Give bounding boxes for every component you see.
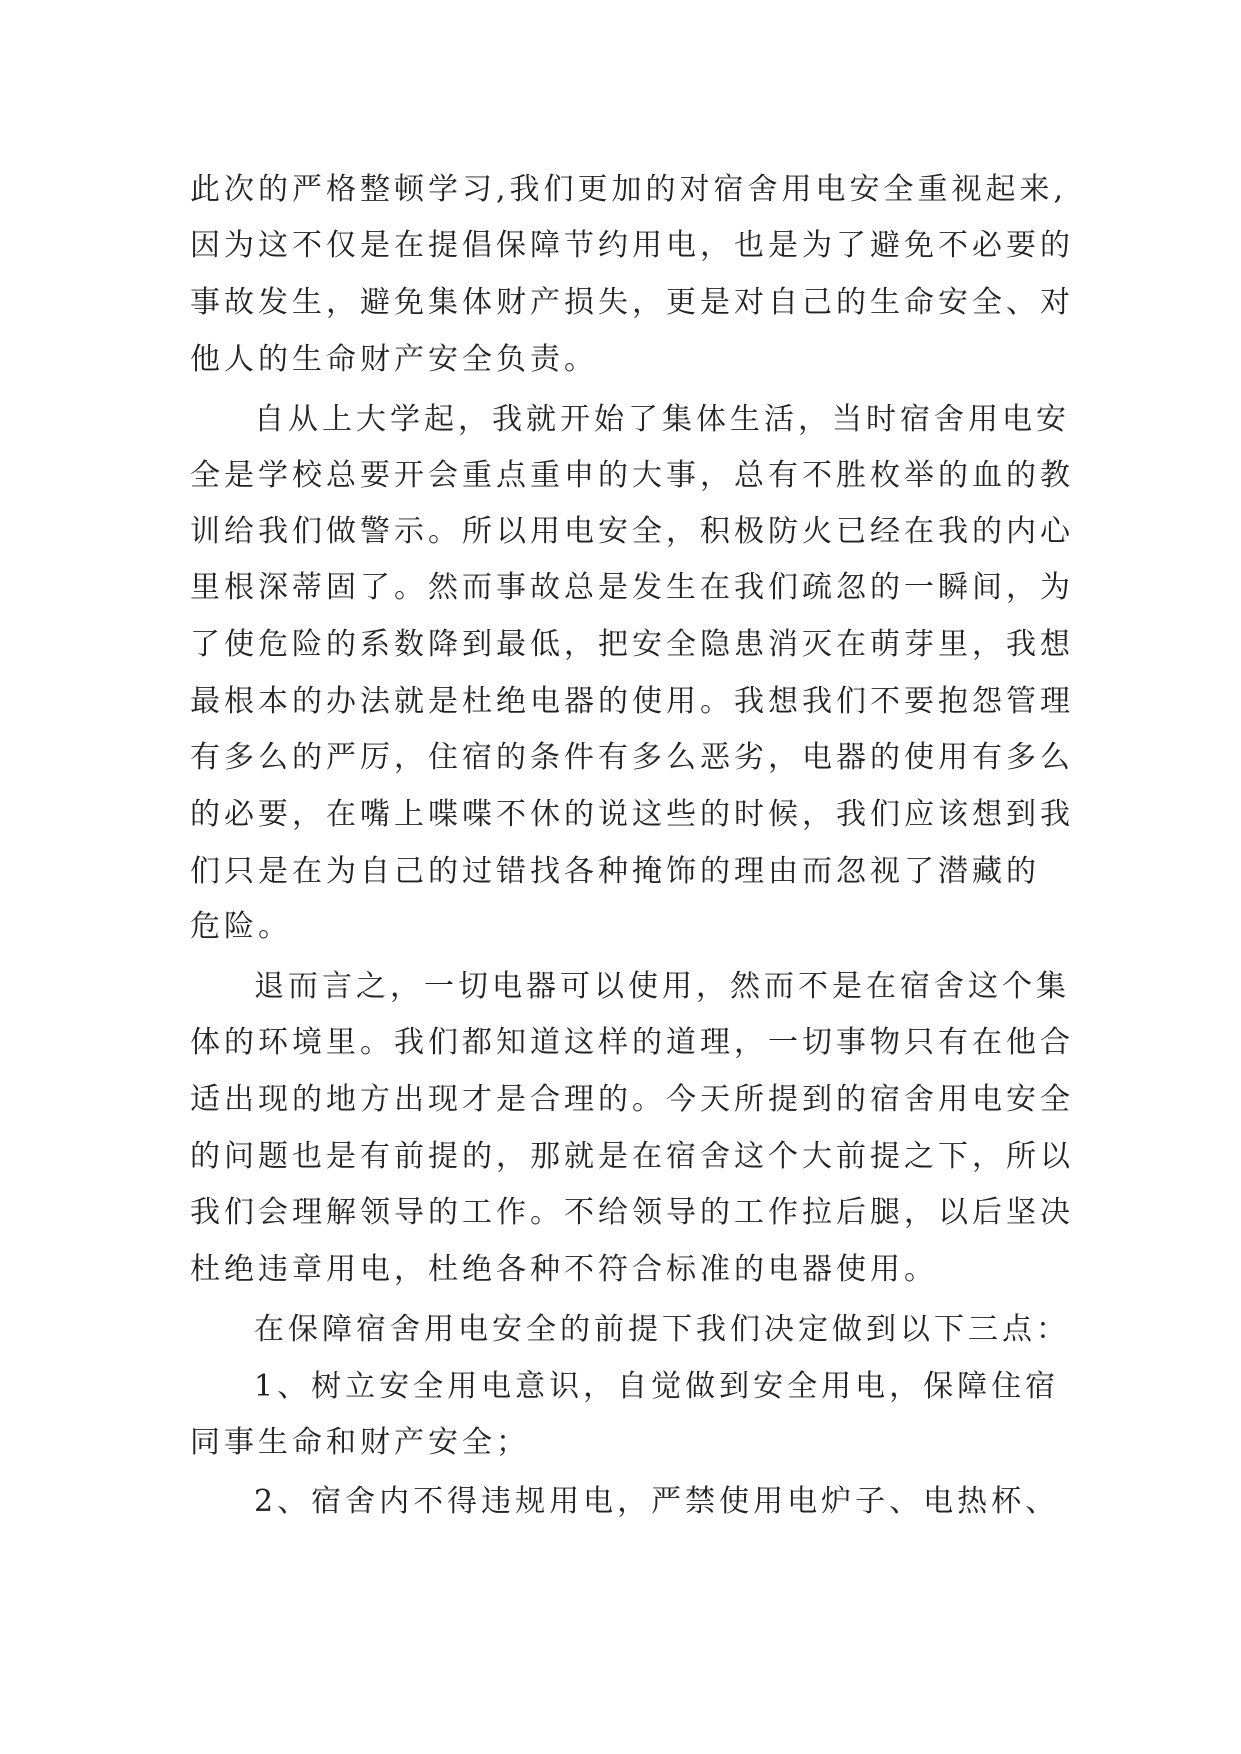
list-item-line: 2、宿舍内不得违规用电，严禁使用电炉子、电热杯、 [254, 1484, 1060, 1519]
text-line: 事故发生，避免集体财产损失，更是对自己的生命安全、对 [190, 285, 1074, 320]
text-line: 里根深蒂固了。然而事故总是发生在我们疏忽的一瞬间，为 [190, 570, 1074, 605]
text-line: 危险。 [190, 909, 292, 944]
text-line: 因为这不仅是在提倡保障节约用电，也是为了避免不必要的 [190, 228, 1074, 263]
text-line: 最根本的办法就是杜绝电器的使用。我想我们不要抱怨管理 [190, 684, 1074, 719]
text-line: 适出现的地方出现才是合理的。今天所提到的宿舍用电安全 [190, 1082, 1074, 1117]
text-line: 我们会理解领导的工作。不给领导的工作拉后腿，以后坚决 [190, 1195, 1074, 1230]
text-line: 全是学校总要开会重点重申的大事，总有不胜枚举的血的教 [190, 458, 1074, 493]
paragraph-start-line: 在保障宿舍用电安全的前提下我们决定做到以下三点： [254, 1312, 1070, 1347]
text-line: 同事生命和财产安全； [190, 1425, 530, 1460]
paragraph-start-line: 退而言之，一切电器可以使用，然而不是在宿舍这个集 [254, 969, 1070, 1004]
text-line: 他人的生命财产安全负责。 [190, 342, 598, 377]
text-line: 体的环境里。我们都知道这样的道理，一切事物只有在他合 [190, 1025, 1074, 1060]
text-line: 的问题也是有前提的，那就是在宿舍这个大前提之下，所以 [190, 1139, 1074, 1174]
text-line: 有多么的严厉，住宿的条件有多么恶劣，电器的使用有多么 [190, 740, 1074, 775]
text-line: 杜绝违章用电，杜绝各种不符合标准的电器使用。 [190, 1252, 938, 1287]
list-item-line: 1、树立安全用电意识，自觉做到安全用电，保障住宿 [254, 1369, 1060, 1404]
paragraph-start-line: 自从上大学起，我就开始了集体生活，当时宿舍用电安 [254, 402, 1070, 437]
text-line: 训给我们做警示。所以用电安全，积极防火已经在我的内心 [190, 514, 1074, 549]
text-line: 的必要，在嘴上喋喋不休的说这些的时候，我们应该想到我 [190, 797, 1074, 832]
text-line: 们只是在为自己的过错找各种掩饰的理由而忽视了潜藏的 [190, 854, 1040, 889]
text-line: 此次的严格整顿学习,我们更加的对宿舍用电安全重视起来, [190, 172, 1068, 207]
text-line: 了使危险的系数降到最低，把安全隐患消灭在萌芽里，我想 [190, 627, 1074, 662]
